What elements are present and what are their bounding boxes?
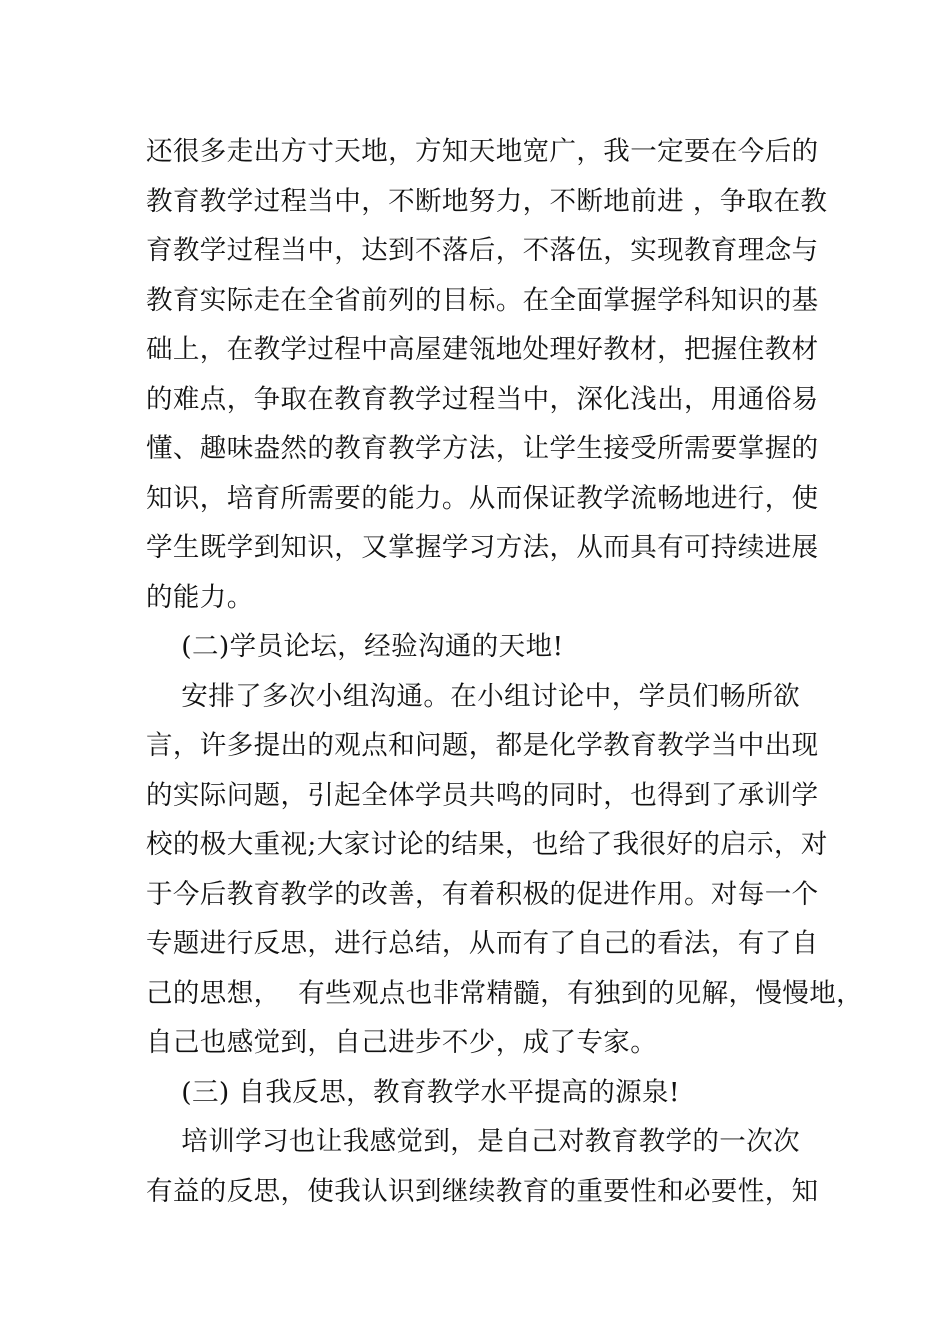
text-line: 校的极大重视;大家讨论的结果，也给了我很好的启示，对 bbox=[146, 829, 828, 860]
text-line: 还很多走出方寸天地，方知天地宽广，我一定要在今后的 bbox=[146, 136, 819, 167]
section-heading: (三) 自我反思，教育教学水平提高的源泉! bbox=[146, 1076, 680, 1108]
text-line: 知识，培育所需要的能力。从而保证教学流畅地进行，使 bbox=[146, 482, 819, 514]
text-line: 础上，在教学过程中高屋建瓴地处理好教材，把握住教材 bbox=[146, 334, 819, 365]
text-line: 安排了多次小组沟通。在小组讨论中，学员们畅所欲 bbox=[146, 680, 800, 712]
text-line: 教育实际走在全省前列的目标。在全面掌握学科知识的基 bbox=[146, 284, 819, 316]
text-line: 教育教学过程当中，不断地努力，不断地前进 ，争取在教 bbox=[146, 185, 828, 217]
text-line: 的难点，争取在教育教学过程当中，深化浅出，用通俗易 bbox=[146, 383, 819, 415]
document-body bbox=[146, 127, 864, 1216]
text-line: 言，许多提出的观点和问题，都是化学教育教学当中出现 bbox=[146, 730, 819, 761]
text-line: 于今后教育教学的改善，有着积极的促进作用。对每一个 bbox=[146, 878, 819, 910]
text-line: 学生既学到知识，又掌握学习方法，从而具有可持续进展 bbox=[146, 532, 819, 563]
text-line: 有益的反思，使我认识到继续教育的重要性和必要性，知 bbox=[146, 1175, 819, 1207]
section-heading: (二)学员论坛，经验沟通的天地! bbox=[146, 631, 564, 662]
text-line: 己的思想， 有些观点也非常精髓，有独到的见解，慢慢地， bbox=[146, 977, 864, 1009]
text-line: 自己也感觉到，自己进步不少，成了专家。 bbox=[146, 1027, 658, 1058]
text-line: 专题进行反思，进行总结，从而有了自己的看法，有了自 bbox=[146, 928, 819, 959]
text-line: 懂、趣味盎然的教育教学方法，让学生接受所需要掌握的 bbox=[146, 433, 819, 464]
text-line: 培训学习也让我感觉到，是自己对教育教学的一次次 bbox=[146, 1126, 800, 1157]
text-line: 育教学过程当中，达到不落后，不落伍，实现教育理念与 bbox=[146, 235, 819, 266]
text-line: 的实际问题，引起全体学员共鸣的同时，也得到了承训学 bbox=[146, 779, 819, 811]
text-line: 的能力。 bbox=[146, 581, 254, 613]
